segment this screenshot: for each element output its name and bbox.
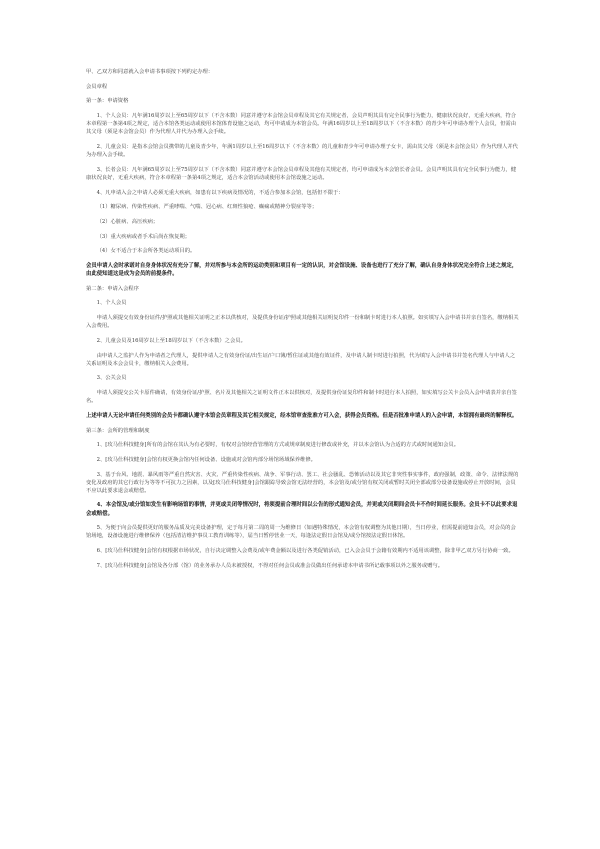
intro-line: 甲、乙双方和同意就入会申请书事项按下列约定办理：	[86, 69, 214, 75]
clause-3-4-bold: 4、本会馆及/或分馆如发生有影响场馆的事情，并更或关闭等情况时，将须提前合理时间以公告的形式通知会员，并更或关闭期间会员卡不作时间延长服务。会员卡不以此要求退会或赔偿。	[86, 502, 518, 517]
article-1-title: 第一条：申请资格	[86, 98, 129, 105]
clause-3-3: 3、基于台风、地震、暴风雨等严重自然灾害、火灾、严重传染性疾病、战争、军事行动、罢工、社会骚乱、恐怖活动以及其它非突性事实事件，政府强制，政策、命令、法律法规的变化及政府的其它行政行为等等不可抗力之因素，以及[玫马仕科技健身]会馆跟踪导致会馆无法经营的，本会馆及/或分馆有权关闭或暂时关闭全部或部分设备设施或停止开放时间，会员不应以此要求退会或赔偿。	[86, 471, 519, 494]
clause-1-1: 1、个人会员：凡年满16周岁以上至65周岁以下（不含本数）同意并遵守本会馆会员章程及其它有关规定者，会员声明其具有完全民事行为能力，健康状况良好，无重大疾病，符合本章程第一条第4项之规定，适合本馆各类运动或使用本馆体育设施之运动，均可申请成为本馆会员。年满16周岁以上至18周岁以下（不含本数）的青少年可申请办理个人会员，但需由其父母（须是本会馆会员）作为代理人并代为办理入会手续。	[86, 113, 517, 136]
bold-statement-1: 会员申请人会时承诺对自身身体状况有充分了解，并对所参与本会所的运动类别和项目有一定的认识，对会馆设施、设备也进行了充分了解，确认自身身体状况完全符合上述之规定，由此使知道这是成为会员的前提条件。	[86, 262, 518, 278]
clause-2-2-title: 2、儿童会员及16周岁以上至18周岁以下（不含本数）之会员。	[96, 337, 246, 344]
clause-1-4-item-2: （2）心脏病、高压疾病；	[96, 218, 159, 225]
article-3-title: 第三条：会所的管理和制度	[86, 427, 150, 434]
doc-heading: 会员章程	[86, 83, 108, 90]
clause-1-4-item-3: （3）重大疾病或者手术后尚在恢复期；	[96, 233, 191, 240]
clause-1-4: 4、凡申请入会之申请人必须无重大疾病，如患有以下疾病及情况的，不适合参加本会馆，包括但不限于：	[96, 189, 344, 196]
clause-1-4-item-4: （4）女不适合于本会所各类运动项目的。	[96, 248, 196, 255]
article-2-title: 第二条：申请入会程序	[86, 285, 139, 292]
clause-3-1: 1、[玫马仕科技健身]所有的会馆在其认为有必要时，有权对会馆经营管理的方式或规章制度进行修改或补充，并以本会馆认为合适的方式或时间通知会员。	[96, 442, 459, 449]
clause-1-2: 2、儿童会员：是指本会馆会员携带的儿童及青少年，年满1周岁以上至16周岁以下（不含本数）的儿童和青少年可申请办理子女卡，需由其父母（须是本会馆会员）作为代理人并代为办理入会手续。	[86, 143, 518, 159]
clause-3-6: 6、[玫马仕科技健身]会馆有权根据市场状况，自行决定调整入会费及/或年费金额以及进行各类促销活动，已入会会员于会籍有效期内不适用该调整，除非甲乙双方另行协商一致。	[96, 548, 514, 554]
bold-statement-2: 上述申请人无论申请任何类别的会员卡都确认遵守本馆会员章程及其它相关规定，经本馆审查批准方可入会，获得会员资格。但是否批准申请人的入会申请，本馆拥有最终的解释权。	[86, 412, 518, 419]
clause-3-7: 7、[玫马仕科技健身]会馆及各分部（馆）的业务承办人员未被授权，不得对任何会员或准会员做出任何承诺本申请书所记载事项以外之服务或赠与。	[96, 562, 444, 569]
clause-2-3-body: 申请人须提交公关卡原件确请，有效身份证/护照、名片及其他相关之证明文件正本以供核对，及提供身份证复印件和制卡时进行本人拍照，如实填写公关卡会员入会申请表并亲自签名。	[86, 390, 517, 405]
clause-2-2-body: 由申请人之监护人作为申请者之代理人，提供申请人之有效身份证/出生证/户口簿/暂住证或其他有效证件，及申请人制卡时进行拍照，代为填写入会申请书并签名代理人与申请人之关系证明及本会会员卡，缴纳相关入会费用。	[86, 352, 516, 367]
clause-3-2: 2、[玫马仕科技健身]会馆有权更换会馆内任何设备、设施或对会馆内部分场馆场域保养维修。	[96, 456, 316, 463]
clause-1-4-item-1: （1）糖尿病、传染性疾病、严重哮喘、气喘、冠心病、红斑性狼疮、癫痫或精神分裂症等等；	[96, 204, 318, 211]
clause-2-1-body: 申请人须提交有效身份证件/护照或其他相关证明之正本以供核对，及提供身份证/护照或其他相关证明复印件一份和制卡时进行本人拍照。如实填写入会申请书并亲自签名，缴纳相关入会费用。	[86, 315, 519, 330]
clause-3-5: 5、为便于向会员提供更好的服务品质及完美设备护理，定于每月第二周的周一为维修日（如遇特殊情况，本会馆有权调整为其他日期），当日停业，但需提前通知会员，对会员的会馆场地，设备设施进行维修保养（包括清洁维护事员工教育训练等），届当日暂停营业一天，每逢法定假日会馆及/或分馆按法定假日休馆。	[86, 525, 516, 540]
clause-1-3: 3、长者会员：凡年满65周岁以上至75周岁以下（不含本数）同意并遵守本会馆会员章程及其他有关规定者，均可申请成为本会馆长者会员。会员声明其具有完全民事行为能力，健康状况良好，无重大疾病，符合本章程第一条第4项之规定，适合本会馆活动或使用本会馆设施之运动。	[86, 166, 517, 181]
clause-2-3-title: 3、公关会员	[96, 375, 127, 382]
clause-2-1-title: 1、个人会员	[96, 300, 127, 307]
